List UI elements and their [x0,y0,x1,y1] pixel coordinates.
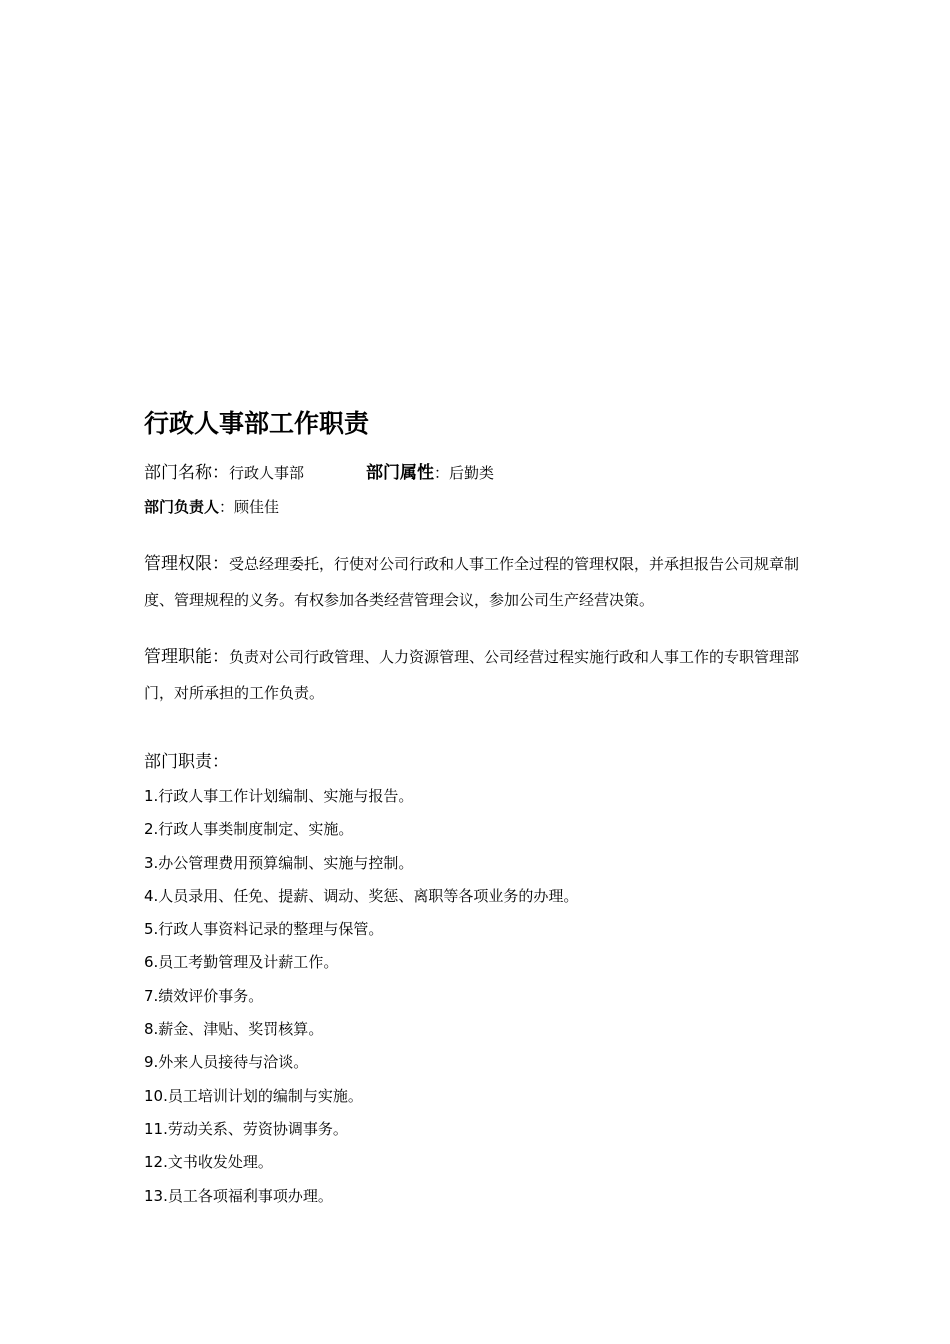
authority-label: 管理权限： [144,554,229,574]
page-title: 行政人事部工作职责 [144,409,370,438]
authority-paragraph [144,546,804,618]
function-label: 管理职能： [144,647,229,667]
list-item: 13.员工各项福利事项办理。 [144,1186,333,1205]
department-name-value: 行政人事部 [229,464,305,482]
department-head-label: 部门负责人 [144,498,220,516]
department-head-colon: ： [219,498,235,516]
department-name-label: 部门名称： [144,463,229,483]
authority-text: 受总经理委托，行使对公司行政和人事工作全过程的管理权限，并承担报告公司规章制度、管理规程的义务。有权参加各类经营管理会议，参加公司生产经营决策。 [144,555,800,609]
department-head-value: 顾佳佳 [234,498,280,516]
department-attribute-row [366,461,494,485]
list-item: 8.薪金、津贴、奖罚核算。 [144,1020,324,1039]
list-item: 1.行政人事工作计划编制、实施与报告。 [144,787,414,805]
list-item: 4.人员录用、任免、提薪、调动、奖惩、离职等各项业务的办理。 [144,886,579,905]
list-item: 6.员工考勤管理及计薪工作。 [144,953,339,972]
department-head-row [144,495,279,519]
department-name-row [144,461,304,485]
duties-title: 部门职责： [144,752,229,772]
function-paragraph [144,639,804,711]
list-item: 7.绩效评价事务。 [144,986,264,1005]
list-item: 9.外来人员接待与洽谈。 [144,1053,309,1072]
list-item: 10.员工培训计划的编制与实施。 [144,1086,363,1105]
department-attribute-colon: ： [434,464,450,482]
function-text: 负责对公司行政管理、人力资源管理、公司经营过程实施行政和人事工作的专职管理部门，对所承担的工作负责。 [144,648,800,702]
list-item: 5.行政人事资料记录的整理与保管。 [144,920,384,939]
list-item: 3.办公管理费用预算编制、实施与控制。 [144,853,414,872]
department-attribute-value: 后勤类 [449,464,495,482]
department-attribute-label: 部门属性 [366,463,434,483]
list-item: 2.行政人事类制度制定、实施。 [144,820,354,839]
list-item: 12.文书收发处理。 [144,1153,273,1172]
list-item: 11.劳动关系、劳资协调事务。 [144,1119,348,1138]
duties-list [144,781,578,1214]
